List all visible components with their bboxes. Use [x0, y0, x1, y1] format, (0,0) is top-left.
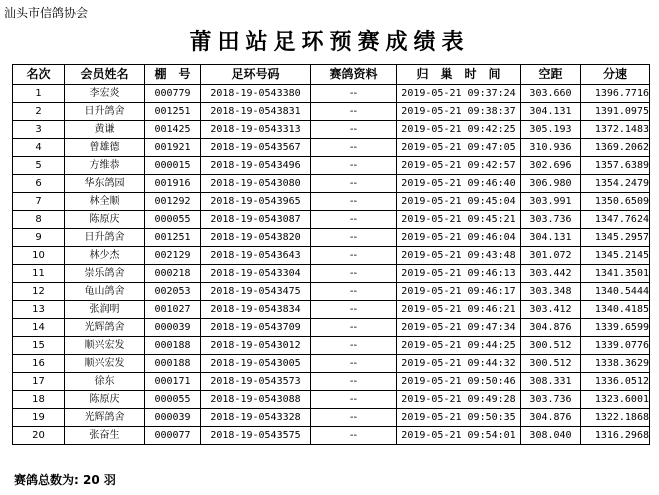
cell-pigeon-info: --: [311, 355, 397, 373]
table-row: [13, 319, 650, 337]
cell-rank: 7: [13, 193, 65, 211]
cell-distance: 308.040: [521, 427, 581, 445]
cell-speed: 1345.2145: [581, 247, 650, 265]
table-row: [13, 265, 650, 283]
cell-arrival-time: 2019-05-21 09:54:01: [397, 427, 521, 445]
cell-member-name: 日升鸽舍: [65, 103, 145, 121]
table-row: [13, 409, 650, 427]
cell-rank: 10: [13, 247, 65, 265]
table-row: [13, 211, 650, 229]
cell-loft-number: 002129: [145, 247, 201, 265]
cell-distance: 310.936: [521, 139, 581, 157]
cell-pigeon-info: --: [311, 265, 397, 283]
cell-rank: 1: [13, 85, 65, 103]
cell-rank: 11: [13, 265, 65, 283]
cell-distance: 305.193: [521, 121, 581, 139]
cell-member-name: 陈原庆: [65, 211, 145, 229]
cell-loft-number: 000039: [145, 409, 201, 427]
table-row: [13, 175, 650, 193]
cell-distance: 300.512: [521, 355, 581, 373]
cell-speed: 1339.6599: [581, 319, 650, 337]
cell-loft-number: 000015: [145, 157, 201, 175]
cell-rank: 18: [13, 391, 65, 409]
cell-arrival-time: 2019-05-21 09:38:37: [397, 103, 521, 121]
table-row: [13, 427, 650, 445]
cell-distance: 306.980: [521, 175, 581, 193]
cell-pigeon-info: --: [311, 247, 397, 265]
cell-rank: 2: [13, 103, 65, 121]
cell-arrival-time: 2019-05-21 09:46:40: [397, 175, 521, 193]
cell-arrival-time: 2019-05-21 09:46:13: [397, 265, 521, 283]
table-row: [13, 355, 650, 373]
table-row: [13, 193, 650, 211]
cell-distance: 304.876: [521, 409, 581, 427]
cell-ring-number: 2018-19-0543087: [201, 211, 311, 229]
cell-loft-number: 000077: [145, 427, 201, 445]
cell-arrival-time: 2019-05-21 09:45:04: [397, 193, 521, 211]
cell-arrival-time: 2019-05-21 09:43:48: [397, 247, 521, 265]
cell-arrival-time: 2019-05-21 09:47:05: [397, 139, 521, 157]
cell-member-name: 李宏炎: [65, 85, 145, 103]
cell-pigeon-info: --: [311, 427, 397, 445]
cell-ring-number: 2018-19-0543820: [201, 229, 311, 247]
cell-pigeon-info: --: [311, 337, 397, 355]
cell-ring-number: 2018-19-0543834: [201, 301, 311, 319]
cell-pigeon-info: --: [311, 175, 397, 193]
cell-ring-number: 2018-19-0543005: [201, 355, 311, 373]
col-header-distance: 空距: [521, 65, 581, 85]
cell-member-name: 崇乐鸽舍: [65, 265, 145, 283]
cell-member-name: 林全顺: [65, 193, 145, 211]
cell-member-name: 陈原庆: [65, 391, 145, 409]
cell-rank: 6: [13, 175, 65, 193]
col-header-rank: 名次: [13, 65, 65, 85]
cell-distance: 303.736: [521, 391, 581, 409]
cell-member-name: 徐东: [65, 373, 145, 391]
cell-speed: 1396.7716: [581, 85, 650, 103]
cell-member-name: 顺兴宏发: [65, 337, 145, 355]
cell-member-name: 华东鸽园: [65, 175, 145, 193]
cell-distance: 303.442: [521, 265, 581, 283]
cell-distance: 304.876: [521, 319, 581, 337]
cell-arrival-time: 2019-05-21 09:37:24: [397, 85, 521, 103]
cell-speed: 1340.4185: [581, 301, 650, 319]
cell-ring-number: 2018-19-0543475: [201, 283, 311, 301]
cell-member-name: 光辉鸽舍: [65, 319, 145, 337]
organization-name: 汕头市信鸽协会: [4, 6, 89, 20]
total-pigeons-count: 赛鸽总数为: 20 羽: [14, 473, 116, 487]
cell-arrival-time: 2019-05-21 09:44:32: [397, 355, 521, 373]
cell-pigeon-info: --: [311, 103, 397, 121]
cell-member-name: 张奋生: [65, 427, 145, 445]
cell-ring-number: 2018-19-0543643: [201, 247, 311, 265]
cell-speed: 1336.0512: [581, 373, 650, 391]
cell-arrival-time: 2019-05-21 09:44:25: [397, 337, 521, 355]
cell-rank: 17: [13, 373, 65, 391]
cell-loft-number: 001027: [145, 301, 201, 319]
cell-pigeon-info: --: [311, 229, 397, 247]
cell-speed: 1322.1868: [581, 409, 650, 427]
cell-ring-number: 2018-19-0543380: [201, 85, 311, 103]
cell-pigeon-info: --: [311, 319, 397, 337]
table-row: [13, 121, 650, 139]
cell-rank: 5: [13, 157, 65, 175]
cell-member-name: 张润明: [65, 301, 145, 319]
cell-speed: 1391.0975: [581, 103, 650, 121]
cell-rank: 19: [13, 409, 65, 427]
cell-speed: 1339.0776: [581, 337, 650, 355]
cell-ring-number: 2018-19-0543965: [201, 193, 311, 211]
cell-loft-number: 000055: [145, 211, 201, 229]
table-row: [13, 229, 650, 247]
table-row: [13, 373, 650, 391]
cell-ring-number: 2018-19-0543575: [201, 427, 311, 445]
page-title: 莆田站足环预赛成绩表: [189, 29, 470, 55]
results-table: [12, 64, 650, 445]
cell-ring-number: 2018-19-0543567: [201, 139, 311, 157]
table-row: [13, 283, 650, 301]
cell-ring-number: 2018-19-0543709: [201, 319, 311, 337]
cell-speed: 1350.6509: [581, 193, 650, 211]
cell-distance: 303.660: [521, 85, 581, 103]
cell-member-name: 龟山鸽舍: [65, 283, 145, 301]
cell-ring-number: 2018-19-0543831: [201, 103, 311, 121]
col-header-loft-number: 棚 号: [145, 65, 201, 85]
cell-rank: 15: [13, 337, 65, 355]
cell-speed: 1369.2062: [581, 139, 650, 157]
col-header-pigeon-info: 赛鸽资料: [311, 65, 397, 85]
cell-speed: 1357.6389: [581, 157, 650, 175]
cell-ring-number: 2018-19-0543313: [201, 121, 311, 139]
cell-pigeon-info: --: [311, 283, 397, 301]
col-header-ring-number: 足环号码: [201, 65, 311, 85]
cell-loft-number: 000055: [145, 391, 201, 409]
cell-speed: 1345.2957: [581, 229, 650, 247]
cell-loft-number: 002053: [145, 283, 201, 301]
cell-loft-number: 000779: [145, 85, 201, 103]
table-row: [13, 247, 650, 265]
cell-loft-number: 000039: [145, 319, 201, 337]
table-row: [13, 85, 650, 103]
cell-member-name: 光辉鸽舍: [65, 409, 145, 427]
col-header-member-name: 会员姓名: [65, 65, 145, 85]
cell-rank: 13: [13, 301, 65, 319]
cell-loft-number: 000218: [145, 265, 201, 283]
cell-rank: 12: [13, 283, 65, 301]
cell-speed: 1354.2479: [581, 175, 650, 193]
cell-distance: 300.512: [521, 337, 581, 355]
cell-rank: 3: [13, 121, 65, 139]
cell-ring-number: 2018-19-0543304: [201, 265, 311, 283]
cell-arrival-time: 2019-05-21 09:46:04: [397, 229, 521, 247]
cell-distance: 303.348: [521, 283, 581, 301]
cell-pigeon-info: --: [311, 139, 397, 157]
col-header-arrival-time: 归 巢 时 间: [397, 65, 521, 85]
cell-pigeon-info: --: [311, 85, 397, 103]
cell-member-name: 曾雄德: [65, 139, 145, 157]
cell-member-name: 顺兴宏发: [65, 355, 145, 373]
cell-speed: 1316.2968: [581, 427, 650, 445]
cell-speed: 1340.5444: [581, 283, 650, 301]
cell-distance: 303.412: [521, 301, 581, 319]
cell-ring-number: 2018-19-0543328: [201, 409, 311, 427]
col-header-speed: 分速: [581, 65, 650, 85]
cell-pigeon-info: --: [311, 121, 397, 139]
cell-distance: 304.131: [521, 229, 581, 247]
cell-rank: 9: [13, 229, 65, 247]
table-header-row: [13, 65, 650, 85]
cell-distance: 304.131: [521, 103, 581, 121]
cell-arrival-time: 2019-05-21 09:46:17: [397, 283, 521, 301]
cell-arrival-time: 2019-05-21 09:49:28: [397, 391, 521, 409]
cell-loft-number: 000171: [145, 373, 201, 391]
table-row: [13, 301, 650, 319]
cell-pigeon-info: --: [311, 301, 397, 319]
cell-speed: 1323.6001: [581, 391, 650, 409]
cell-ring-number: 2018-19-0543080: [201, 175, 311, 193]
cell-pigeon-info: --: [311, 193, 397, 211]
cell-arrival-time: 2019-05-21 09:50:35: [397, 409, 521, 427]
cell-rank: 20: [13, 427, 65, 445]
cell-speed: 1338.3629: [581, 355, 650, 373]
cell-rank: 14: [13, 319, 65, 337]
table-row: [13, 139, 650, 157]
cell-pigeon-info: --: [311, 211, 397, 229]
cell-rank: 4: [13, 139, 65, 157]
cell-arrival-time: 2019-05-21 09:42:25: [397, 121, 521, 139]
cell-arrival-time: 2019-05-21 09:42:57: [397, 157, 521, 175]
cell-distance: 303.736: [521, 211, 581, 229]
cell-loft-number: 001251: [145, 229, 201, 247]
table-row: [13, 157, 650, 175]
cell-distance: 302.696: [521, 157, 581, 175]
cell-rank: 16: [13, 355, 65, 373]
cell-member-name: 林少杰: [65, 247, 145, 265]
table-row: [13, 337, 650, 355]
cell-ring-number: 2018-19-0543573: [201, 373, 311, 391]
cell-distance: 308.331: [521, 373, 581, 391]
cell-loft-number: 000188: [145, 337, 201, 355]
cell-ring-number: 2018-19-0543012: [201, 337, 311, 355]
cell-loft-number: 001921: [145, 139, 201, 157]
cell-pigeon-info: --: [311, 157, 397, 175]
cell-pigeon-info: --: [311, 391, 397, 409]
table-row: [13, 391, 650, 409]
cell-ring-number: 2018-19-0543496: [201, 157, 311, 175]
cell-loft-number: 001425: [145, 121, 201, 139]
cell-member-name: 日升鸽舍: [65, 229, 145, 247]
cell-loft-number: 001916: [145, 175, 201, 193]
cell-arrival-time: 2019-05-21 09:46:21: [397, 301, 521, 319]
cell-arrival-time: 2019-05-21 09:50:46: [397, 373, 521, 391]
cell-distance: 301.072: [521, 247, 581, 265]
cell-ring-number: 2018-19-0543088: [201, 391, 311, 409]
cell-speed: 1341.3501: [581, 265, 650, 283]
table-row: [13, 103, 650, 121]
cell-loft-number: 001251: [145, 103, 201, 121]
cell-loft-number: 000188: [145, 355, 201, 373]
cell-speed: 1372.1483: [581, 121, 650, 139]
cell-speed: 1347.7624: [581, 211, 650, 229]
cell-arrival-time: 2019-05-21 09:45:21: [397, 211, 521, 229]
cell-member-name: 黄谦: [65, 121, 145, 139]
cell-arrival-time: 2019-05-21 09:47:34: [397, 319, 521, 337]
cell-pigeon-info: --: [311, 409, 397, 427]
cell-loft-number: 001292: [145, 193, 201, 211]
cell-distance: 303.991: [521, 193, 581, 211]
cell-rank: 8: [13, 211, 65, 229]
cell-pigeon-info: --: [311, 373, 397, 391]
cell-member-name: 方维恭: [65, 157, 145, 175]
